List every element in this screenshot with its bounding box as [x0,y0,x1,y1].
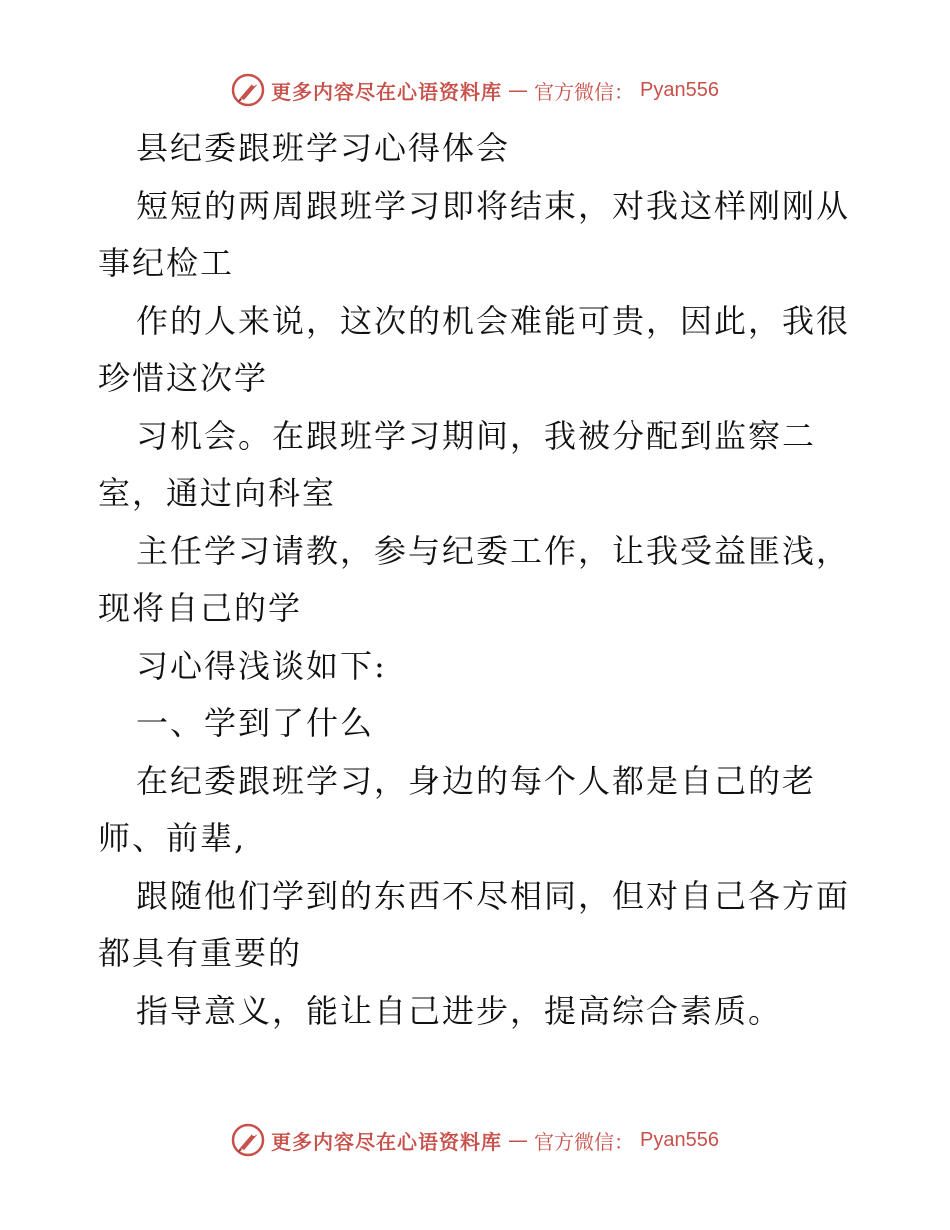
quill-logo-icon [231,73,265,107]
watermark-wechat-label: 官方微信： [534,79,635,104]
document-title: 县纪委跟班学习心得体会 [136,129,511,167]
watermark-dash: — [508,1128,529,1152]
document-body [98,120,858,1040]
paragraph-line: 在纪委跟班学习，身边的每个人都是自己的老 [136,761,817,800]
header-watermark [0,70,950,110]
paragraph-line: 现将自己的学 [98,589,303,627]
paragraph-line: 跟随他们学到的东西不尽相同，但对自己各方面 [136,876,851,915]
paragraph-line: 都具有重要的 [98,934,303,972]
paragraph-line: 事纪检工 [98,244,235,282]
paragraph-line: 习机会。在跟班学习期间，我被分配到监察二 [136,416,817,455]
watermark-dash: — [508,78,529,102]
footer-watermark [0,1120,950,1160]
paragraph-line: 作的人来说，这次的机会难能可贵，因此，我很 [136,301,851,340]
watermark-brand: 更多内容尽在心语资料库 [271,79,503,104]
section-heading: 一、学到了什么 [136,704,375,742]
paragraph-line: 珍惜这次学 [98,359,269,397]
watermark-wechat-id: Pyan556 [640,78,719,101]
watermark-wechat-id: Pyan556 [640,1128,719,1151]
paragraph-line: 主任学习请教，参与纪委工作，让我受益匪浅， [136,531,851,570]
watermark-brand: 更多内容尽在心语资料库 [271,1129,503,1154]
paragraph-line: 短短的两周跟班学习即将结束，对我这样刚刚从 [136,186,851,225]
paragraph-line: 师、前辈, [98,819,247,857]
paragraph-line: 指导意义，能让自己进步，提高综合素质。 [136,991,783,1030]
watermark-wechat-label: 官方微信： [534,1129,635,1154]
paragraph-line: 室，通过向科室 [98,474,337,512]
paragraph-line: 习心得浅谈如下: [136,646,387,685]
quill-logo-icon [231,1123,265,1157]
